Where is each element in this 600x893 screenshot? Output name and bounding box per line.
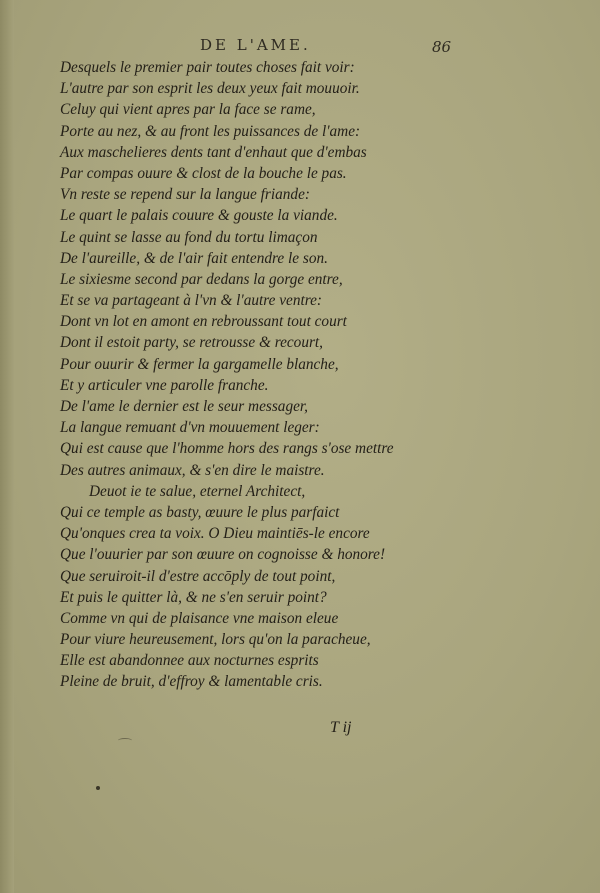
verse-text	[60, 57, 580, 693]
verse-line: Celuy qui vient apres par la face se rame,	[60, 101, 316, 119]
verse-line: Desquels le premier pair toutes choses fait voir:	[60, 59, 355, 76]
ink-spot	[96, 786, 100, 790]
verse-line: Que l'ouurier par son œuure on cognoisse & honore!	[60, 546, 386, 564]
running-head: DE L'AME.	[200, 36, 311, 54]
verse-line: Elle est abandonnee aux nocturnes esprits	[60, 652, 319, 670]
verse-line: Pour ouurir & fermer la gargamelle blanche,	[60, 355, 339, 373]
verse-line: Le quint se lasse au fond du tortu limaçon	[60, 228, 318, 246]
verse-line: De l'ame le dernier est le seur messager,	[60, 398, 308, 415]
verse-line: Qui est cause que l'homme hors des rangs s'ose mettre	[60, 440, 394, 458]
verse-line: Par compas ouure & clost de la bouche le pas.	[60, 164, 347, 182]
verse-line: De l'aureille, & de l'air fait entendre le son.	[60, 249, 328, 267]
signature-mark: T ij	[330, 719, 352, 736]
verse-line: La langue remuant d'vn mouuement leger:	[60, 419, 320, 437]
verse-line: Des autres animaux, & s'en dire le maistre.	[60, 461, 325, 479]
verse-line-indented: Deuot ie te salue, eternel Architect,	[89, 482, 306, 500]
verse-line: Pleine de bruit, d'effroy & lamentable cris.	[60, 673, 323, 691]
verse-line: Le sixiesme second par dedans la gorge entre,	[60, 270, 343, 288]
verse-line: Qui ce temple as basty, œuure le plus parfaict	[60, 503, 340, 521]
page-gutter	[0, 0, 14, 893]
verse-line: Qu'onques crea ta voix. O Dieu maintiēs-le encore	[60, 525, 370, 543]
verse-line: Pour viure heureusement, lors qu'on la paracheue,	[60, 631, 371, 649]
verse-line: Comme vn qui de plaisance vne maison eleue	[60, 609, 339, 627]
ink-mark	[118, 738, 132, 743]
verse-line: Aux maschelieres dents tant d'enhaut que d'embas	[60, 143, 367, 161]
verse-line: Et se va partageant à l'vn & l'autre ventre:	[60, 292, 322, 310]
verse-line: Le quart le palais couure & gouste la viande.	[60, 207, 338, 225]
verse-line: L'autre par son esprit les deux yeux fait mouuoir.	[60, 80, 360, 98]
verse-line: Dont vn lot en amont en rebroussant tout court	[60, 313, 347, 331]
verse-line: Et puis le quitter là, & ne s'en seruir point?	[60, 588, 327, 606]
verse-line: Vn reste se repend sur la langue friande:	[60, 186, 310, 204]
folio-number: 86	[432, 38, 452, 56]
verse-line: Porte au nez, & au front les puissances de l'ame:	[60, 122, 361, 140]
verse-line: Dont il estoit party, se retrousse & recourt,	[60, 334, 324, 352]
verse-line: Et y articuler vne parolle franche.	[60, 376, 269, 394]
verse-line: Que seruiroit-il d'estre accōply de tout point,	[60, 567, 336, 585]
